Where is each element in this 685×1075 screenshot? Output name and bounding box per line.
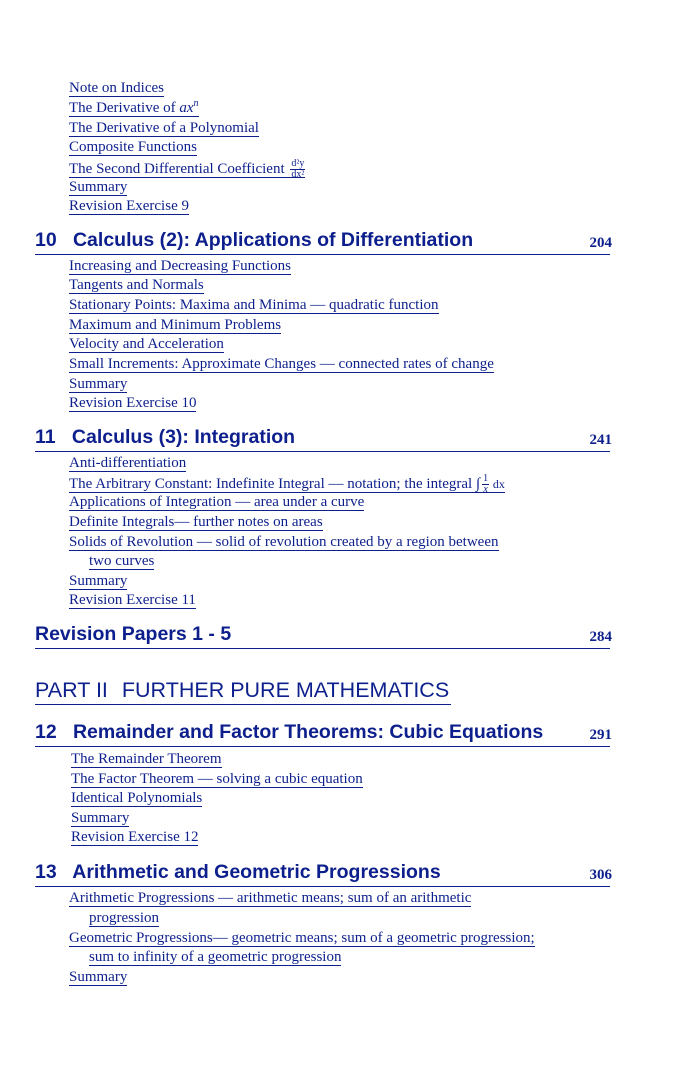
chapter-number: 12 [35,721,57,743]
chapter-page: 241 [589,432,612,448]
toc-entry[interactable]: Velocity and Acceleration [69,336,224,352]
part-label: PART II [35,678,108,702]
chapter-heading-11[interactable] [35,426,610,449]
toc-entry[interactable]: The Factor Theorem — solving a cubic equation [71,771,363,787]
toc-entry[interactable]: Tangents and Normals [69,277,204,293]
toc-entry[interactable]: Summary [69,179,128,195]
one-over-x-fraction: $\frac{1}{x}$ [483,473,489,495]
chapter-page: 306 [589,867,612,883]
part-rule [35,704,451,706]
toc-entry[interactable]: Summary [69,376,128,392]
part-heading[interactable] [35,678,449,703]
toc-entry[interactable]: two curves [89,553,155,569]
toc-entry[interactable]: The Derivative of a Polynomial [69,120,259,136]
chapter-page: 204 [589,235,612,251]
toc-entry[interactable]: Identical Polynomials [71,790,203,806]
toc-entry[interactable]: Definite Integrals— further notes on areas [69,514,323,530]
toc-entry[interactable]: Summary [71,810,130,826]
revision-papers-heading[interactable] [35,623,610,646]
toc-entry[interactable]: Maximum and Minimum Problems [69,317,282,333]
chapter-heading-13[interactable] [35,861,610,884]
chapter-title: Calculus (2): Applications of Differentiation [72,229,474,251]
toc-entry[interactable]: Stationary Points: Maxima and Minima — quadratic function [69,297,439,313]
toc-entry[interactable]: Geometric Progressions— geometric means; sum of a geometric progression; [69,930,535,946]
heading-rule [35,648,610,649]
toc-entry[interactable]: progression [89,910,159,926]
toc-entry[interactable]: Anti-differentiation [69,455,187,471]
toc-entry[interactable]: The Derivative of $ax^n$ [69,98,199,116]
part-title: FURTHER PURE MATHEMATICS [121,678,450,702]
heading-rule [35,451,610,452]
toc-entry[interactable]: Revision Exercise 12 [71,829,199,845]
toc-entry[interactable]: Note on Indices [69,80,164,96]
toc-entry[interactable]: The Arbitrary Constant: Indefinite Integral — notation; the integral ∫ $\frac{1}{x}$ dx [69,473,505,495]
toc-entry[interactable]: Applications of Integration — area under a curve [69,494,365,510]
heading-rule [35,886,610,887]
toc-entry[interactable]: Summary [69,573,128,589]
chapter-number: 13 [35,861,57,883]
toc-entry[interactable]: Revision Exercise 9 [69,198,189,214]
chapter-number: 11 [35,426,56,448]
toc-entry[interactable]: Summary [69,969,128,985]
toc-entry[interactable]: The Remainder Theorem [71,751,222,767]
chapter-heading-10[interactable] [35,229,610,252]
heading-rule [35,746,610,747]
second-derivative-fraction: $\frac{\text{d²y}}{\text{dx²}}$ [291,158,305,180]
chapter-page: 291 [589,727,612,743]
heading-rule [35,254,610,255]
toc-entry[interactable]: Composite Functions [69,139,197,155]
toc-entry[interactable]: The Second Differential Coefficient $\frac{\text{d²y}}{\text{dx²}}$ [69,158,305,180]
chapter-title: Arithmetic and Geometric Progressions [72,861,441,883]
toc-entry[interactable]: sum to infinity of a geometric progression [89,949,342,965]
toc-entry[interactable]: Revision Exercise 10 [69,395,197,411]
toc-entry[interactable]: Increasing and Decreasing Functions [69,258,292,274]
chapter-number: 10 [35,229,57,251]
toc-entry[interactable]: Revision Exercise 11 [69,592,196,608]
chapter-page: 284 [589,629,612,645]
chapter-title: Revision Papers 1 - 5 [35,623,232,645]
chapter-heading-12[interactable] [35,721,610,744]
chapter-title: Calculus (3): Integration [71,426,296,448]
toc-entry[interactable]: Small Increments: Approximate Changes — connected rates of change [69,356,494,372]
toc-entry[interactable]: Arithmetic Progressions — arithmetic means; sum of an arithmetic [69,890,472,906]
chapter-title: Remainder and Factor Theorems: Cubic Equations [72,721,544,743]
toc-entry[interactable]: Solids of Revolution — solid of revolution created by a region between [69,534,499,550]
